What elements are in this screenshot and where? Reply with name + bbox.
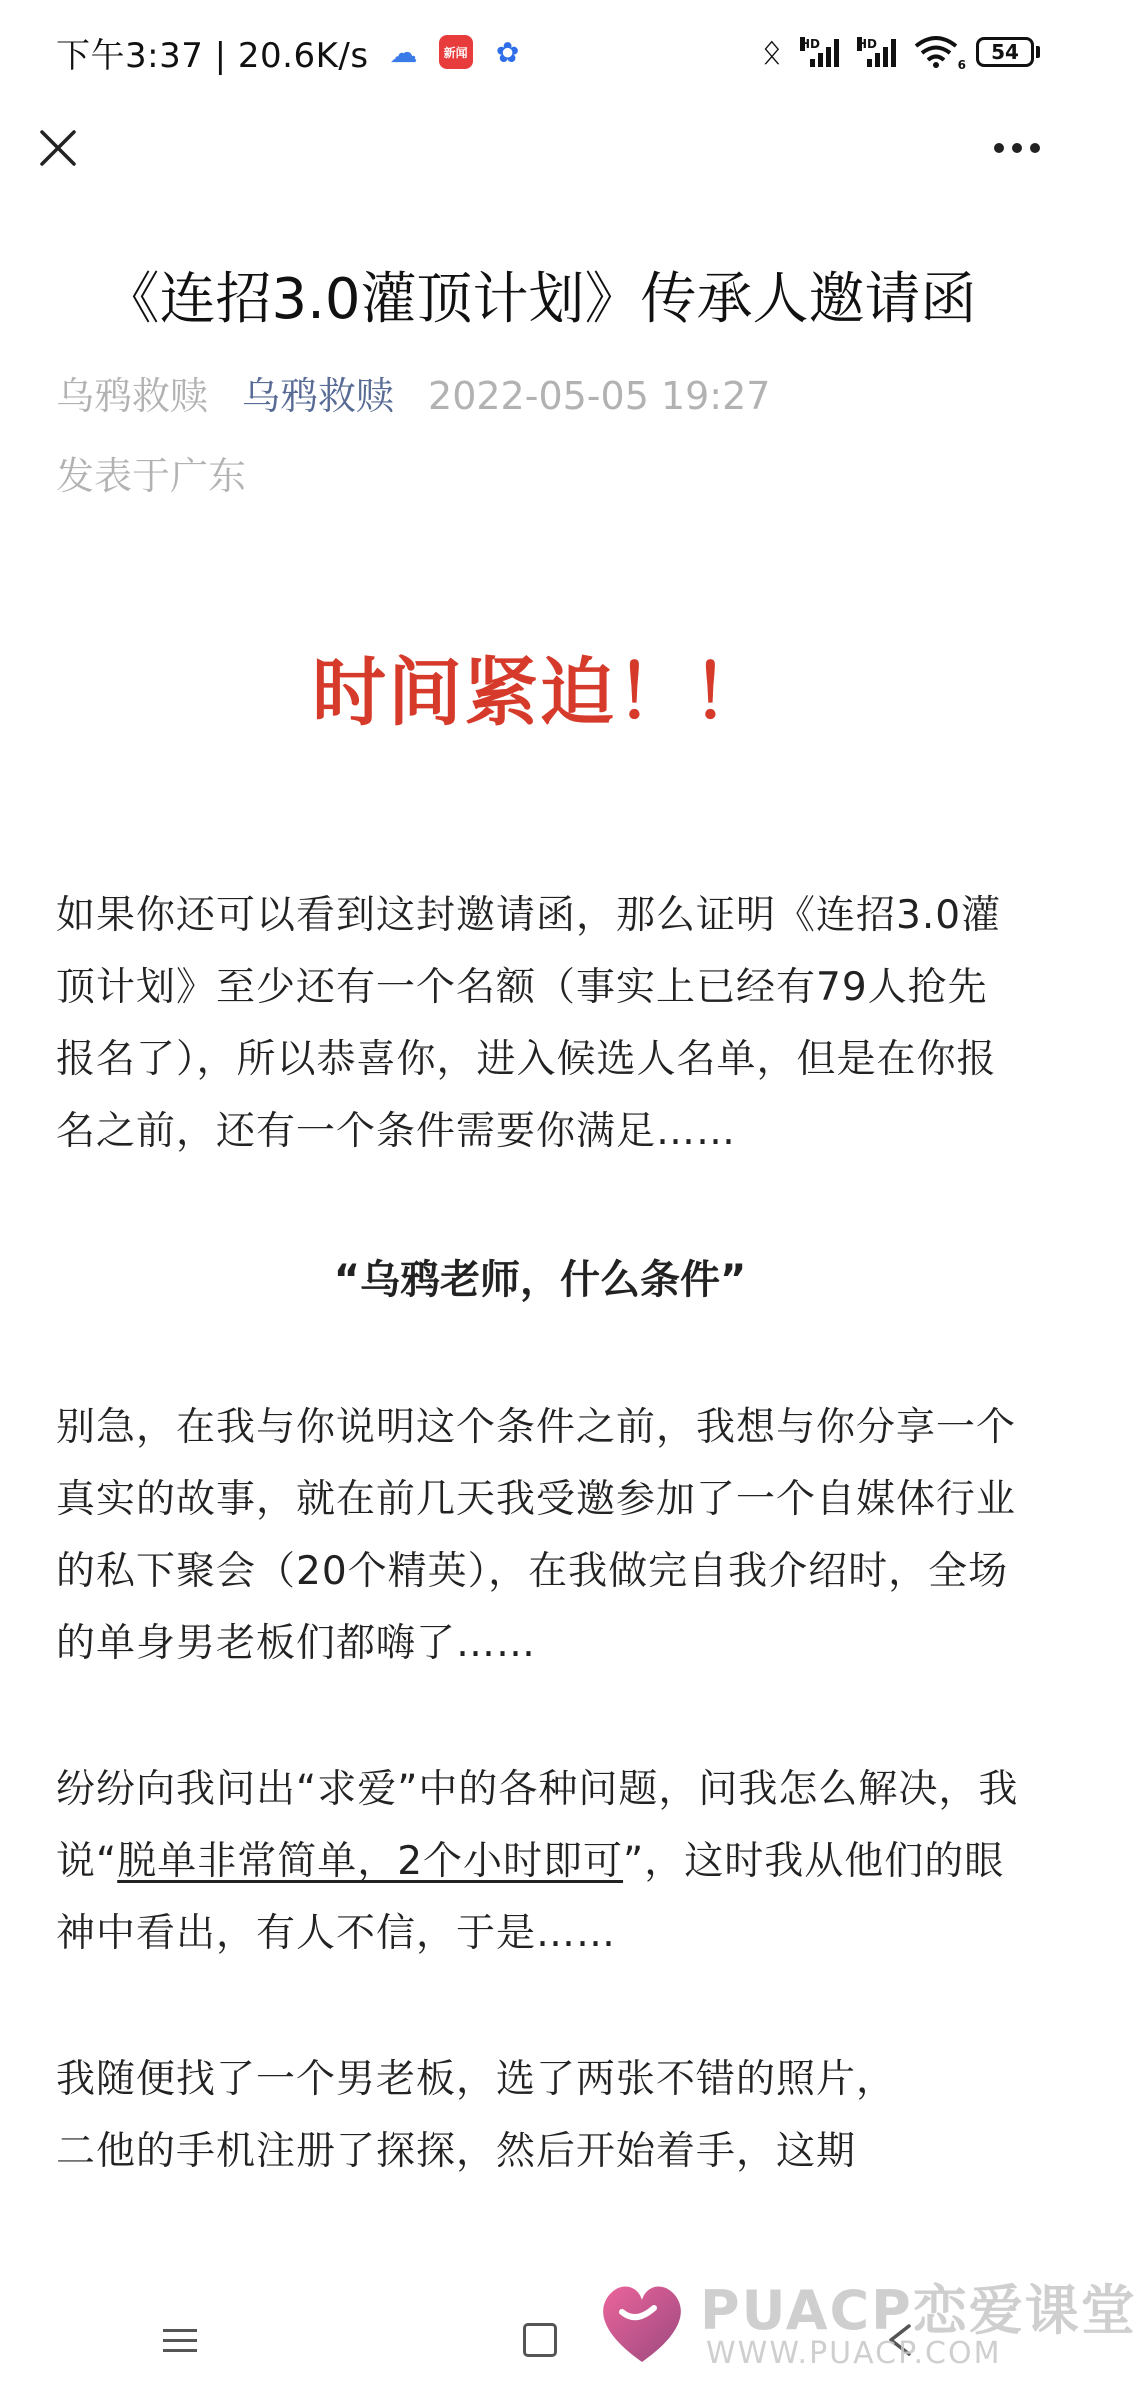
quote-line: “乌鸦老师，什么条件” [333, 1257, 747, 1303]
paragraph-1: 如果你还可以看到这封邀请函，那么证明《连招3.0灌顶计划》至少还有一个名额（事实上已经有79人抢先报名了），所以恭喜你，进入候选人名单，但是在你报名之前，还有一个条件需要你满足…… [56, 893, 1002, 1154]
status-time: 下午3:37 | 20.6K/s [56, 35, 369, 76]
paragraph-4 [56, 2044, 1024, 2116]
baidu-paw-icon: ✿ [495, 35, 520, 69]
more-icon-dot [994, 143, 1004, 153]
menu-icon [163, 2329, 197, 2352]
home-button[interactable] [500, 2300, 580, 2380]
home-icon [523, 2323, 557, 2357]
signal-icon-1 [800, 37, 839, 67]
heart-logo-icon [592, 2272, 692, 2372]
close-button[interactable] [28, 118, 88, 178]
battery-tip [1036, 46, 1040, 58]
watermark-brand: PUACP恋爱课堂 [700, 2279, 1137, 2342]
wifi-sub-label: 6 [957, 58, 966, 72]
article-author: 乌鸦救赎 [56, 374, 209, 418]
paragraph-2: 别急，在我与你说明这个条件之前，我想与你分享一个真实的故事，就在前几天我受邀参加了一个自媒体行业的私下聚会（20个精英），在我做完自我介绍时，全场的单身男老板们都嗨了…… [56, 1405, 1017, 1666]
close-icon [38, 128, 78, 168]
wifi-icon [914, 36, 966, 72]
more-icon-dot [1012, 143, 1022, 153]
battery-level: 54 [976, 37, 1034, 67]
article-title: 《连招3.0灌顶计划》传承人邀请函 [103, 267, 977, 332]
article-datetime: 2022-05-05 19:27 [428, 374, 771, 418]
news-app-icon: 新闻 [439, 35, 473, 69]
paragraph-4-line: 我随便找了一个男老板，选了两张不错的照片， [56, 2057, 897, 2102]
watermark-url: WWW.PUACP.COM [706, 2336, 1002, 2371]
underlined-phrase: 脱单非常简单，2个小时即可 [117, 1839, 624, 1884]
account-link[interactable]: 乌鸦救赎 [242, 374, 395, 418]
hd-label-1: HD [800, 37, 821, 51]
watermark [592, 2266, 1137, 2386]
menu-button[interactable] [140, 2300, 220, 2380]
bluetooth-icon: ᛟ [761, 32, 782, 72]
status-right [762, 32, 1040, 72]
article-location: 发表于广东 [56, 454, 247, 498]
paragraph-3-start: 纷纷向我问出“求爱”中的各种问题，问我怎么解决，我说“ [56, 1767, 1019, 1884]
paragraph-3 [56, 1754, 1024, 1970]
status-left [56, 28, 525, 77]
signal-icon-2 [857, 37, 896, 67]
top-nav [0, 104, 1080, 192]
battery-icon [976, 37, 1040, 67]
cloud-app-icon: ☁ [389, 35, 418, 69]
headline: 时间紧迫！！ [312, 650, 768, 736]
article-meta [56, 368, 1024, 424]
article [56, 240, 1024, 2174]
hd-label-2: HD [857, 37, 878, 51]
paragraph-3-end: ”，这时我从他们的眼神中看出，有人不信，于是…… [56, 1839, 1005, 1956]
paragraph-4-clipped: 二他的手机注册了探探，然后开始着手，这期 [56, 2129, 857, 2174]
more-icon-dot [1030, 143, 1040, 153]
status-bar [0, 0, 1080, 104]
more-button[interactable] [982, 118, 1052, 178]
